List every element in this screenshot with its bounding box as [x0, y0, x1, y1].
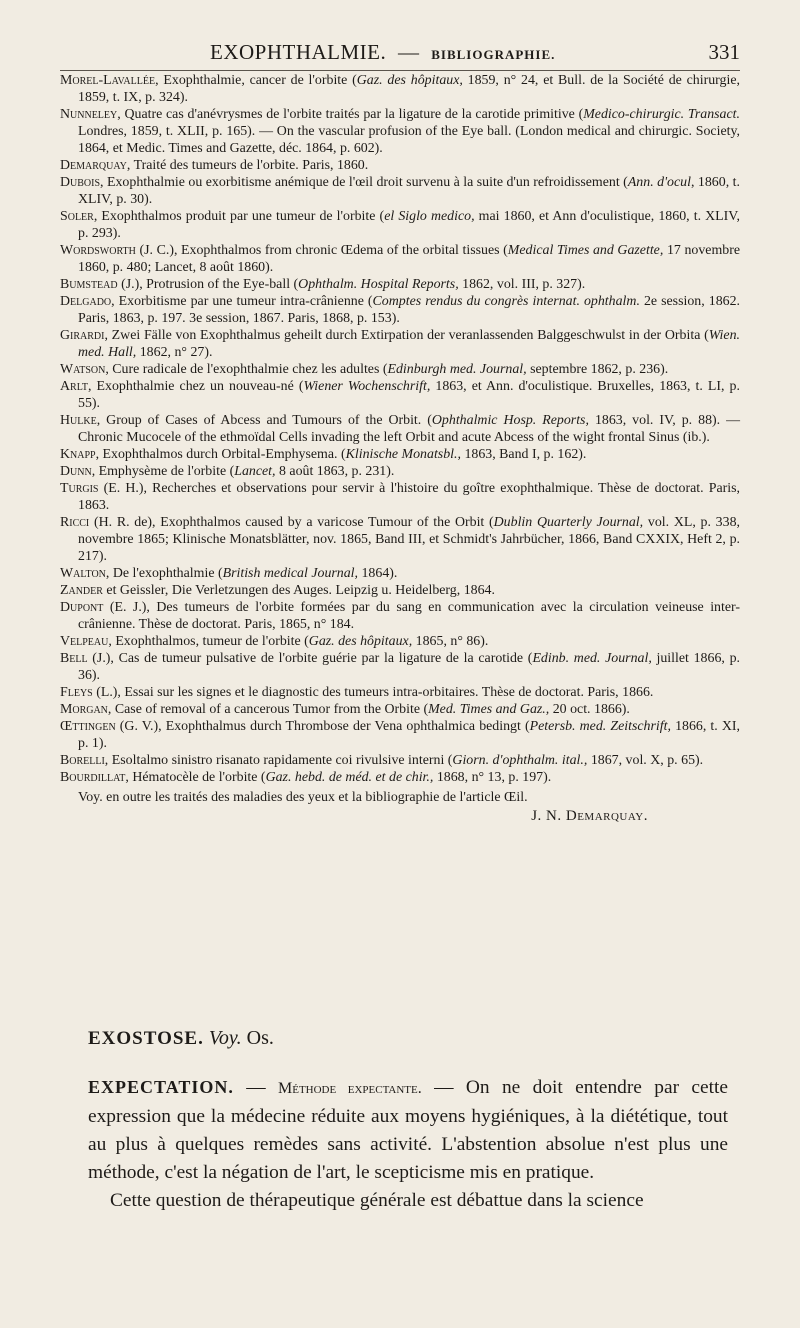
- expectation-dash-1: —: [246, 1077, 266, 1098]
- entry-author: Œttingen: [60, 719, 116, 734]
- bibliography-entry: [60, 480, 740, 514]
- entry-author: Arlt,: [60, 379, 92, 394]
- bibliography-entry: [60, 208, 740, 242]
- bibliography-entry: [60, 752, 740, 769]
- bibliography-entry: [60, 463, 740, 480]
- entry-text: Quatre cas d'anévrysmes de l'orbite traités par la ligature de la carotide primitive (: [120, 107, 584, 122]
- entry-title: Ophthalm. Hospital Reports,: [298, 277, 459, 292]
- bibliography-entry: [60, 633, 740, 650]
- bibliography-entry: [60, 293, 740, 327]
- entry-title: Dublin Quarterly Journal,: [493, 515, 644, 530]
- bibliography-entry: [60, 514, 740, 565]
- entry-author: Bell: [60, 651, 88, 666]
- entry-text: Exophthalmie chez un nouveau-né (: [91, 379, 304, 394]
- entry-text: Exophthalmie ou exorbitisme anémique de l'œil droit survenu à la suite d'un refroidissement (: [103, 175, 628, 190]
- entry-author: Delgado,: [60, 294, 115, 309]
- bibliography-entry: [60, 446, 740, 463]
- entry-title: Med. Times and Gaz.,: [428, 702, 550, 717]
- entry-title: Klinische Monatsbl.,: [345, 447, 461, 462]
- entry-title: Comptes rendus du congrès internat. ophthalm.: [372, 294, 640, 309]
- running-head: [60, 40, 555, 65]
- running-head-dash: —: [397, 40, 420, 64]
- entry-text: Exorbitisme par une tumeur intra-crânienne (: [114, 294, 373, 309]
- entry-author: Knapp,: [60, 447, 100, 462]
- expectation-subhead: Méthode expectante.: [278, 1080, 422, 1097]
- entry-author: Hulke,: [60, 413, 101, 428]
- entry-title: Gaz. des hôpitaux,: [308, 634, 413, 649]
- entry-author: Walton,: [60, 566, 110, 581]
- entry-text: Exophthalmos produit par une tumeur de l'orbite (: [97, 209, 385, 224]
- entry-author: Soler,: [60, 209, 98, 224]
- entry-rest: 1862, n° 27).: [136, 345, 213, 360]
- entry-text: Exophthalmos durch Orbital-Emphysema. (: [99, 447, 346, 462]
- entry-text: et Geissler, Die Verletzungen des Auges. Leipzig u. Heidelberg, 1864.: [102, 583, 495, 598]
- entry-rest: 1863, Band I, p. 162).: [460, 447, 587, 462]
- bibliography-entry: [60, 599, 740, 633]
- entry-rest: 17 novembre 1860, p. 480; Lancet, 8 août 1860).: [78, 243, 740, 275]
- expectation-paragraph-1: [88, 1073, 728, 1187]
- entry-title: Medico-chirurgic. Transact.: [583, 107, 740, 122]
- entry-author: Morel-Lavallée,: [60, 73, 159, 88]
- expectation-entry: [88, 1073, 728, 1215]
- exostose-see: Voy.: [208, 1027, 242, 1049]
- entry-author: Bourdillat,: [60, 770, 129, 785]
- page-number: 331: [708, 40, 740, 64]
- entry-text: Exophthalmos, tumeur de l'orbite (: [111, 634, 309, 649]
- signature-initials: J. N.: [531, 808, 562, 824]
- expectation-paragraph-2: Cette question de thérapeutique générale est débattue dans la science: [110, 1190, 644, 1211]
- running-head-title: EXOPHTHALMIE.: [210, 40, 387, 64]
- entry-author: Dubois,: [60, 175, 104, 190]
- running-header: [60, 40, 740, 71]
- entry-text: Cure radicale de l'exophthalmie chez les adultes (: [108, 362, 388, 377]
- entry-title: Wiener Wochenschrift,: [303, 379, 431, 394]
- bibliography-list: [60, 72, 740, 825]
- entry-text: (H. R. de), Exophthalmos caused by a varicose Tumour of the Orbit (: [89, 515, 494, 530]
- entry-author: Wordsworth: [60, 243, 136, 258]
- entry-text: (J.), Cas de tumeur pulsative de l'orbite guérie par la ligature de la carotide (: [87, 651, 533, 666]
- entry-text: Esoltalmo sinistro risanato rapidamente coi rivulsive interni (: [108, 753, 453, 768]
- entry-author: Velpeau,: [60, 634, 112, 649]
- entry-text: (E. H.), Recherches et observations pour servir à l'histoire du goître exophthalmique. Thèse de doctorat. Paris, 1863.: [78, 481, 740, 513]
- entry-text: De l'exophthalmie (: [109, 566, 223, 581]
- entry-title: Gaz. des hôpitaux,: [356, 73, 463, 88]
- bibliography-entry: [60, 650, 740, 684]
- entry-author: Turgis: [60, 481, 99, 496]
- bibliography-entry: [60, 174, 740, 208]
- entry-text: (L.), Essai sur les signes et le diagnostic des tumeurs intra-orbitaires. Thèse de doctorat. Paris, 1866.: [92, 685, 654, 700]
- entry-rest: 1863, vol. IV, p. 88). — Chronic Mucocele of the ethmoïdal Cells invading the left Orbit and acute Abcess of the wight frontal Sinus (ib.).: [78, 413, 740, 445]
- entry-text: Emphysème de l'orbite (: [95, 464, 235, 479]
- entry-rest: 1859, n° 24, et Bull. de la Société de chirurgie, 1859, t. IX, p. 324).: [78, 73, 740, 105]
- entry-title: Ophthalmic Hosp. Reports,: [431, 413, 589, 428]
- entry-author: Dupont: [60, 600, 104, 615]
- exostose-target: Os.: [246, 1027, 274, 1049]
- entry-rest: Londres, 1859, t. XLII, p. 165). — On the vascular profusion of the Eye ball. (London medical and chirurgic. Society, 1864, et Medic. Times and Gazette, déc. 1864, p. 602).: [78, 124, 740, 156]
- bibliography-entry: [60, 157, 740, 174]
- bibliography-entry: [60, 582, 740, 599]
- bibliography-entry: [60, 72, 740, 106]
- entry-text: (J. C.), Exophthalmos from chronic Œdema of the orbital tissues (: [135, 243, 508, 258]
- bibliography-entry: [60, 361, 740, 378]
- entry-text: Hématocèle de l'orbite (: [128, 770, 266, 785]
- entry-title: Petersb. med. Zeitschrift,: [529, 719, 671, 734]
- entry-rest: 8 août 1863, p. 231).: [275, 464, 395, 479]
- entry-title: Lancet,: [234, 464, 276, 479]
- entry-title: Giorn. d'ophthalm. ital.,: [452, 753, 588, 768]
- entry-rest: 20 oct. 1866).: [549, 702, 630, 717]
- entry-rest: 2e session, 1862. Paris, 1863, p. 197. 3e session, 1867. Paris, 1868, p. 153).: [78, 294, 740, 326]
- entry-title: Ann. d'ocul: [627, 175, 691, 190]
- entry-text: Zwei Fälle von Exophthalmus geheilt durch Extirpation der veranlassenden Balggeschwulst in der Orbita (: [107, 328, 709, 343]
- bibliography-entry: [60, 769, 740, 786]
- bibliography-entry: [60, 242, 740, 276]
- entry-text: (E. J.), Des tumeurs de l'orbite formées par du sang en communication avec la circulation veineuse inter-crânienne. Thèse de doctorat. Paris, 1865, n° 184.: [78, 600, 740, 632]
- entry-title: Edinb. med. Journal,: [532, 651, 652, 666]
- bibliography-entry: [60, 684, 740, 701]
- bibliography-entry: [60, 276, 740, 293]
- expectation-text-1: On ne doit entendre par cette expression que la médecine réduite aux moyens hygiéniques, à la diététique, tout au plus à quelques remèdes sans activité. L'abstention absolue n'est plus une méthode, c'est la négation de l'art, le scepticisme mis en pratique.: [88, 1077, 728, 1183]
- entry-text: Traité des tumeurs de l'orbite. Paris, 1860.: [130, 158, 369, 173]
- entry-title: Gaz. hebd. de méd. et de chir.,: [265, 770, 434, 785]
- entry-text: Case of removal of a cancerous Tumor from the Orbite (: [111, 702, 429, 717]
- entry-author: Watson,: [60, 362, 109, 377]
- entry-title: British medical Journal,: [222, 566, 359, 581]
- expectation-dash-2: —: [434, 1077, 454, 1098]
- entry-author: Dunn,: [60, 464, 96, 479]
- signature-name: Demarquay.: [565, 808, 648, 824]
- bibliography-entry: [60, 378, 740, 412]
- entry-text: Group of Cases of Abcess and Tumours of the Orbit. (: [100, 413, 432, 428]
- entry-title: Edinburgh med. Journal,: [387, 362, 527, 377]
- entry-author: Girardi,: [60, 328, 108, 343]
- entry-rest: vol. XL, p. 338, novembre 1865; Klinische Monatsblätter, nov. 1865, Band III, et Schmidt's Jahrbücher, 1866, Band CXXIX, Heft 2, p. 217).: [78, 515, 740, 564]
- entry-rest: 1867, vol. X, p. 65).: [587, 753, 704, 768]
- bibliography-entry: [60, 412, 740, 446]
- entry-text: (G. V.), Exophthalmus durch Thrombose der Vena ophthalmica bedingt (: [115, 719, 530, 734]
- entry-rest: 1866, t. XI, p. 1).: [78, 719, 741, 751]
- entry-author: Bumstead: [60, 277, 118, 292]
- entry-author: Zander: [60, 583, 103, 598]
- entry-rest: mai 1860, et Ann d'oculistique, 1860, t. XLIV, p. 293).: [78, 209, 741, 241]
- running-head-subtitle: BIBLIOGRAPHIE.: [431, 47, 556, 62]
- bibliography-entry: [60, 565, 740, 582]
- author-signature: [60, 808, 648, 825]
- entry-author: Fleys: [60, 685, 93, 700]
- bibliography-entry: [60, 106, 740, 157]
- entry-author: Morgan,: [60, 702, 112, 717]
- entry-rest: 1865, n° 86).: [412, 634, 489, 649]
- entry-title: el Siglo medico,: [384, 209, 475, 224]
- entry-rest: 1868, n° 13, p. 197).: [433, 770, 552, 785]
- entry-rest: 1864).: [358, 566, 398, 581]
- entry-author: Demarquay,: [60, 158, 131, 173]
- entry-rest: , 1860, t. XLIV, p. 30).: [78, 175, 740, 207]
- bibliography-entry: [60, 327, 740, 361]
- bibliography-entry: [60, 718, 740, 752]
- exostose-entry: [88, 1027, 274, 1050]
- entry-author: Borelli,: [60, 753, 109, 768]
- entry-rest: 1862, vol. III, p. 327).: [458, 277, 586, 292]
- entry-text: Exophthalmie, cancer de l'orbite (: [158, 73, 357, 88]
- entry-author: Ricci: [60, 515, 90, 530]
- entry-author: Nunneley,: [60, 107, 121, 122]
- entry-rest: juillet 1866, p. 36).: [78, 651, 740, 683]
- see-also-note: Voy. en outre les traités des maladies des yeux et la bibliographie de l'article Œil.: [78, 790, 528, 805]
- exostose-keyword: EXOSTOSE.: [88, 1028, 204, 1049]
- entry-title: Wien. med. Hall,: [78, 328, 740, 360]
- entry-rest: septembre 1862, p. 236).: [526, 362, 669, 377]
- bibliography-entry: [60, 701, 740, 718]
- entry-text: (J.), Protrusion of the Eye-ball (: [117, 277, 299, 292]
- entry-title: Medical Times and Gazette,: [507, 243, 664, 258]
- expectation-keyword: EXPECTATION.: [88, 1077, 234, 1097]
- entry-rest: 1863, et Ann. d'oculistique. Bruxelles, 1863, t. LI, p. 55).: [78, 379, 740, 411]
